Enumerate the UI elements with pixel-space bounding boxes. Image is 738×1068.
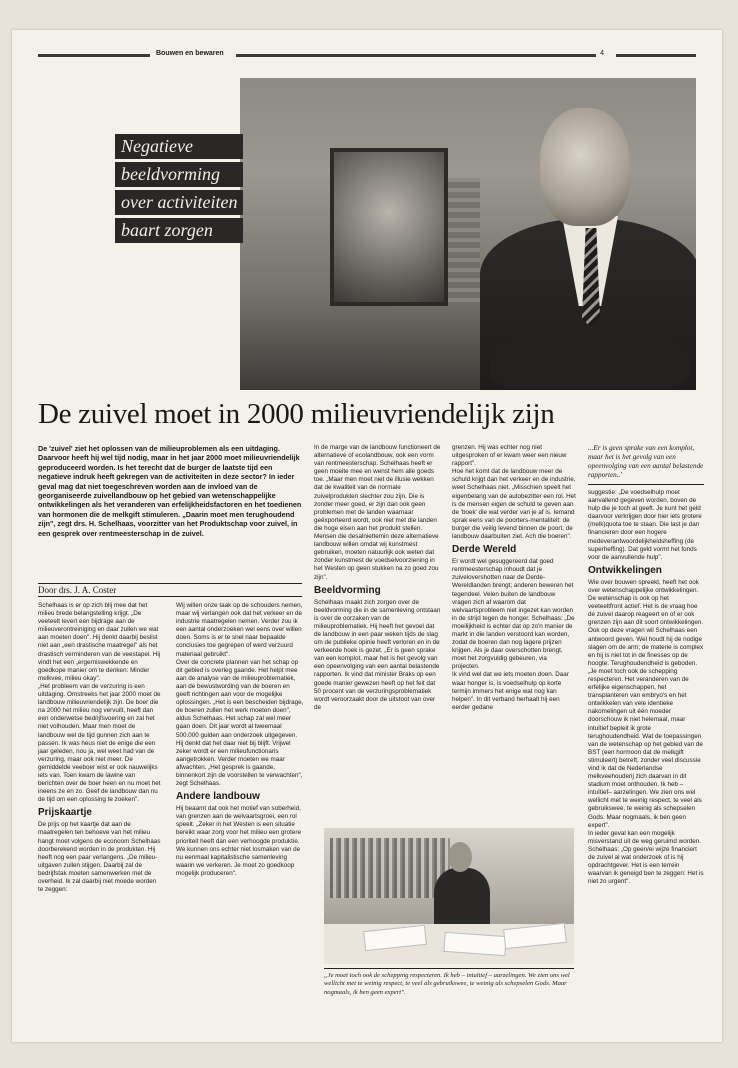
byline: Door drs. J. A. Coster xyxy=(38,583,302,597)
photo-headline-line: over activiteiten xyxy=(115,190,243,215)
paragraph: Ik vind wel dat we iets moeten doen. Daar waar honger is, is voedselhulp op korte termijn immers het enige wat nog kan helpen". In dit verband herhaalt hij een eerder gedane xyxy=(452,671,569,711)
subheading: Beeldvorming xyxy=(314,584,381,596)
paragraph: Er wordt wel gesuggereerd dat goed rentmeesterschap inhoudt dat je zuivelovershotten naar de Derde-Wereldlanden brengt; anderen beweren het tegendeel. Velen buiten de landbouw vragen zich af waarom dat welvaartsprobleem niet ingezet kan worden in de strijd tegen de honger. Schelhaas: „De moeilijkheid is echter dat op zo'n manier de markt in die landen verstoord kan worden, zodat de boeren dan nog lagere prijzen krijgen. Als je daar overschotten brengt, moet het zorgvuldig gebeuren, via projecten. xyxy=(452,558,575,671)
page-number: 4 xyxy=(600,50,604,57)
subheading: Ontwikkelingen xyxy=(588,564,662,576)
paragraph: Hij beaamt dat ook het motief van soberheid, van grenzen aan de welvaartsgroei, een rol speelt. „Zeker in het Westen is een situatie bereikt waar zorg voor het milieu een grotere prioriteit heeft dan een verhoogde produktie. We kunnen ons echter niet losmaken van de nu eenmaal kapitalistische samenleving waarin we verkeren. Je moet zo goedkoop mogelijk produceren". xyxy=(176,805,301,877)
subheading: Andere landbouw xyxy=(176,791,260,803)
paragraph: De prijs op het kaartje dat aan de maatregelen ten behoeve van het milieu hangt moet volgens de econoom Schelhaas doorberekend worden in de produkten. Hij heeft nog een paar verlangens. „De milieu-uitgaven zullen stijgen. Daarbij zal de bedrijfstak moeten samenwerken met de overheid. Ik zal daarbij niet moede worden te zeggen: xyxy=(38,821,161,894)
photo-caption: „Je moet toch ook de schepping respecteren. Ik heb – intuïtief – aarzelingen. We zien ons wel wellicht met te weinig respect, te veel als gebruikswee, te weinig als schepselen Gods. Maar nogmaals, ik ben geen expert". xyxy=(324,968,574,997)
subheading: Derde Wereld xyxy=(452,544,517,556)
article-title: De zuivel moet in 2000 milieuvriendelijk zijn xyxy=(38,398,555,430)
paragraph: Schelhaas is er op zich blij mee dat het milieu brede belangstelling krijgt. „De veeteelt levert een bijdrage aan de milieuverontreiniging en daar zullen we wat aan moeten doen". Hij denkt daarbij beslist niet aan „een drastische maatregel" als het drastisch verminderen van de veestapel. Hij vindt het een „ergerniswekkende en goedkope manier om te denken: Minder melkvee, milieu okay". xyxy=(38,602,161,682)
photo-person-at-desk xyxy=(434,842,490,932)
photo-headline-line: baart zorgen xyxy=(115,218,243,243)
column-4 xyxy=(452,444,576,824)
section-label: Bouwen en bewaren xyxy=(156,50,224,57)
paragraph: Over de concrete plannen van het schap op dit gebied is overleg gaande. Het helpt mee aan de analyse van de milieuproblematiek, aan de bewustwording van de boeren en geeft richtingen aan voor de mogelijke oplossingen. „Het is een bescheiden bijdrage, de boeren zullen het werk moeten doen", aldus Schelhaas. Het schap zal wel meer gaan doen. Dit jaar wordt al tweemaal 500.000 gulden aan onderzoek uitgegeven. Hij denkt dat het daar niet bij blijft. Vrijwel zeker wordt er een milieufunctionaris aangetrokken. Verder moeten we maar afwachten. „Het gesprek is gaande, binnenkort zijn de voorstellen te verwachten", zegt Schelhaas. xyxy=(176,658,304,788)
photo-headline-line: beeldvorming xyxy=(115,162,243,187)
paragraph: suggestie: „De voedselhulp moet aanvallend gegeven worden, boven de hulp die je toch al geeft. Je kunt het geld daarvoor verkrijgen door hier iets grotere (melk)quota toe te staan. Die last je dan financieren door een hogere medeverantwoordelijkheidsheffing (de superheffing). Dat geld vormt het fonds voor de aanvullende hulp". xyxy=(588,489,702,561)
paragraph: Ook op deze vragen wil Schelhaas een antwoord geven. Wel houdt hij de nodige slagen om de arm; de materie is complex en hij is niet tot in de finesses op de hoogte. Terughoudendheid is geboden. „Je moet toch ook de schepping respecteren. Het veranderen van de erfelijke eigenschappen, het transplanteren van embryo's en het ontwikkelen van vele identieke nakomelingen uit één moeder doorschouw ik niet helemaal, maar intuïtief bepleit ik grote terughoudendheid. Wat de toepassingen van de wetenschap op het gebied van de BST (een hormoon dat de melkgift stimuleert) betreft, zonder veel discussie vind ik dat de Nederlandse melkveehouderij zich daarvan in dit stadium moet onthouden. Ik heb –intuïtief– aarzelingen. We zien ons wel wellicht met te weinig respect, te veel als gebruikswee, te weinig als schepselen Gods. Maar nogmaals, ik ben geen expert". xyxy=(588,627,704,829)
photo-stained-glass xyxy=(330,148,448,306)
header-rule-right xyxy=(616,54,696,57)
paragraph: Hoe het komt dat de landbouw meer de schuld krijgt dan het verkeer en de industrie, weet Schelhaas niet. „Misschien speelt het eigenbelang van de autobezitter een rol. Het is de mensen eigen de schuld te geven aan de 'boek' die wat verder van je af is. Iemand sprak eens van de poorters-mentaliteit: de burger die veilig levend binnen de poort, de landbouw daarbuiten ziet. Ach die boeren". xyxy=(452,468,576,541)
newspaper-page xyxy=(12,30,722,1042)
portrait-photo xyxy=(240,78,696,390)
paragraph: Wij willen onze taak op de schouders nemen, maar wij verlangen ook dat het verkeer en de industrie maatregelen nemen. Verder zou ik een aantal onderzoeken wel eens over willen doen. Soms is er te snel naar bepaalde conclusies toe gegrepen of werd verzuurd materiaal gebruikt". xyxy=(176,602,303,658)
paragraph: „Het probleem van de verzuring is een uitdaging. Omstreeks het jaar 2000 moet de landbouw milieuvriendelijk zijn. De boer die na 2000 het milieu nog vervuilt, heeft dan een onderwetse bedrijfsvoering en zal het niet volhouden. Maar men moet de landbouw wel de tijd gunnen zich aan te passen. Ik was heus niet de enige die een jaar geleden, nou ja, wel weet had van de verzuring, maar ook niet meer. De gemiddelde veeboer wist er ook nauwelijks iets van. Toen kwam de lawine van berichten over de boer heen en nu moet het ineens ze en zo. Geef de landbouw dan nu de tijd om een oplossing te zoeken". xyxy=(38,682,161,804)
paragraph: In de marge van de landbouw functioneert de alternatieve of ecolandbouw, ook een vorm van rentmeesterschap. Schelhaas heeft er geen moeite mee en wenst hem alle goeds toe. „Maar men moet niet de illusie wekken dat de kwaliteit van de normale zuivelprodukten slechter zou zijn. Die is zonder meer goed, er zijn dan ook geen problemen met de landen waarnaar geëxporteerd wordt, ook niet met die landen die hoge eisen aan het produkt stellen. Mensen die desalniettemin deze alternatieve landbouw willen omdat wij kunstmest gebruiken, moeten natuurlijk ook weten dat zonder kunstmest de voedselvoorziening in het Westen op geen stukken na zo goed zou zijn". xyxy=(314,444,441,581)
photo-headline xyxy=(115,134,243,246)
column-2 xyxy=(176,602,304,1032)
header-rule-left xyxy=(38,54,150,57)
paragraph: Schelhaas maakt zich zorgen over de beeldvorming die in de samenleving ontstaan is over de oorzaken van de milieuproblematiek. Hij heeft het gevoel dat de landbouw in een paar weken tijds de slag om de publieke opinie heeft verloren en in de verkeerde hoek is gezet. „Er is geen sprake van een komplot, maar het is het gevolg van een opeenvolging van een aantal belastende rapporten. Ik vind dat minister Braks op een goede manier gewezen heeft op het feit dat 50 procent van de verzuringsproblematiek wordt veroorzaakt door de uitstoot van over de xyxy=(314,598,441,711)
subheading: Prijskaartje xyxy=(38,807,92,819)
paragraph: In ieder geval kan een mogelijk misverstand uit de weg geruimd worden. Schelhaas: „Op geen/ei wijze financiert de zuivel al wat onderzoek of is hij opdrachtgever. Het is een terrein waarvan ik geneigd ben te zeggen: Het is niet zo urgent". xyxy=(588,829,704,886)
photo-man xyxy=(480,108,696,390)
section-header xyxy=(38,50,696,60)
office-photo xyxy=(324,828,574,964)
photo-bookshelf xyxy=(330,838,450,898)
column-3 xyxy=(314,444,442,824)
column-5 xyxy=(588,444,704,1036)
paragraph: grenzen. Hij was echter nog niet uitgesproken of er kwam weer een nieuw rapport". xyxy=(452,444,567,468)
paragraph: Wie over bouwen spreekt, heeft het ook over wetenschappelijke ontwikkelingen. De wetenschap is ook op het veeteeltfront actief. Het is de vraag hoe de zuivel daarop reageert en of er ook grenzen zijn aan dit soort ontwikkelingen. xyxy=(588,578,704,627)
article-lead: De 'zuivel' ziet het oplossen van de milieuproblemen als een uitdaging. Daarvoor heeft hij wel tijd nodig, maar in het jaar 2000 moet milieuvriendelijk geproduceerd worden. Is het terecht dat de burger de laatste tijd een negatieve indruk heeft gekregen van de activiteiten in deze sector? In ieder geval mag dat niet toegeschreven worden aan de invloed van de georganiseerde zuivellandbouw op het gebied van wetenschappelijke ontwikkelingen als het veranderen van erfelijkheidsfactoren en het toedienen van hormonen die de melkgift stimuleren. „Daarin moet men terughoudend zijn", zegt drs. H. Schelhaas, voorzitter van het Produktschap voor zuivel, in een gesprek over rentmeesterschap in de zuivel. xyxy=(38,444,302,538)
column-1 xyxy=(38,602,162,1032)
pull-quote: ...Er is geen sprake van een komplot, maar het is het gevolg van een opeenvolging van een aantal belastende rapporten..' xyxy=(588,444,704,485)
photo-headline-line: Negatieve xyxy=(115,134,243,159)
header-rule-middle xyxy=(236,54,596,57)
photo-paper xyxy=(443,932,506,956)
